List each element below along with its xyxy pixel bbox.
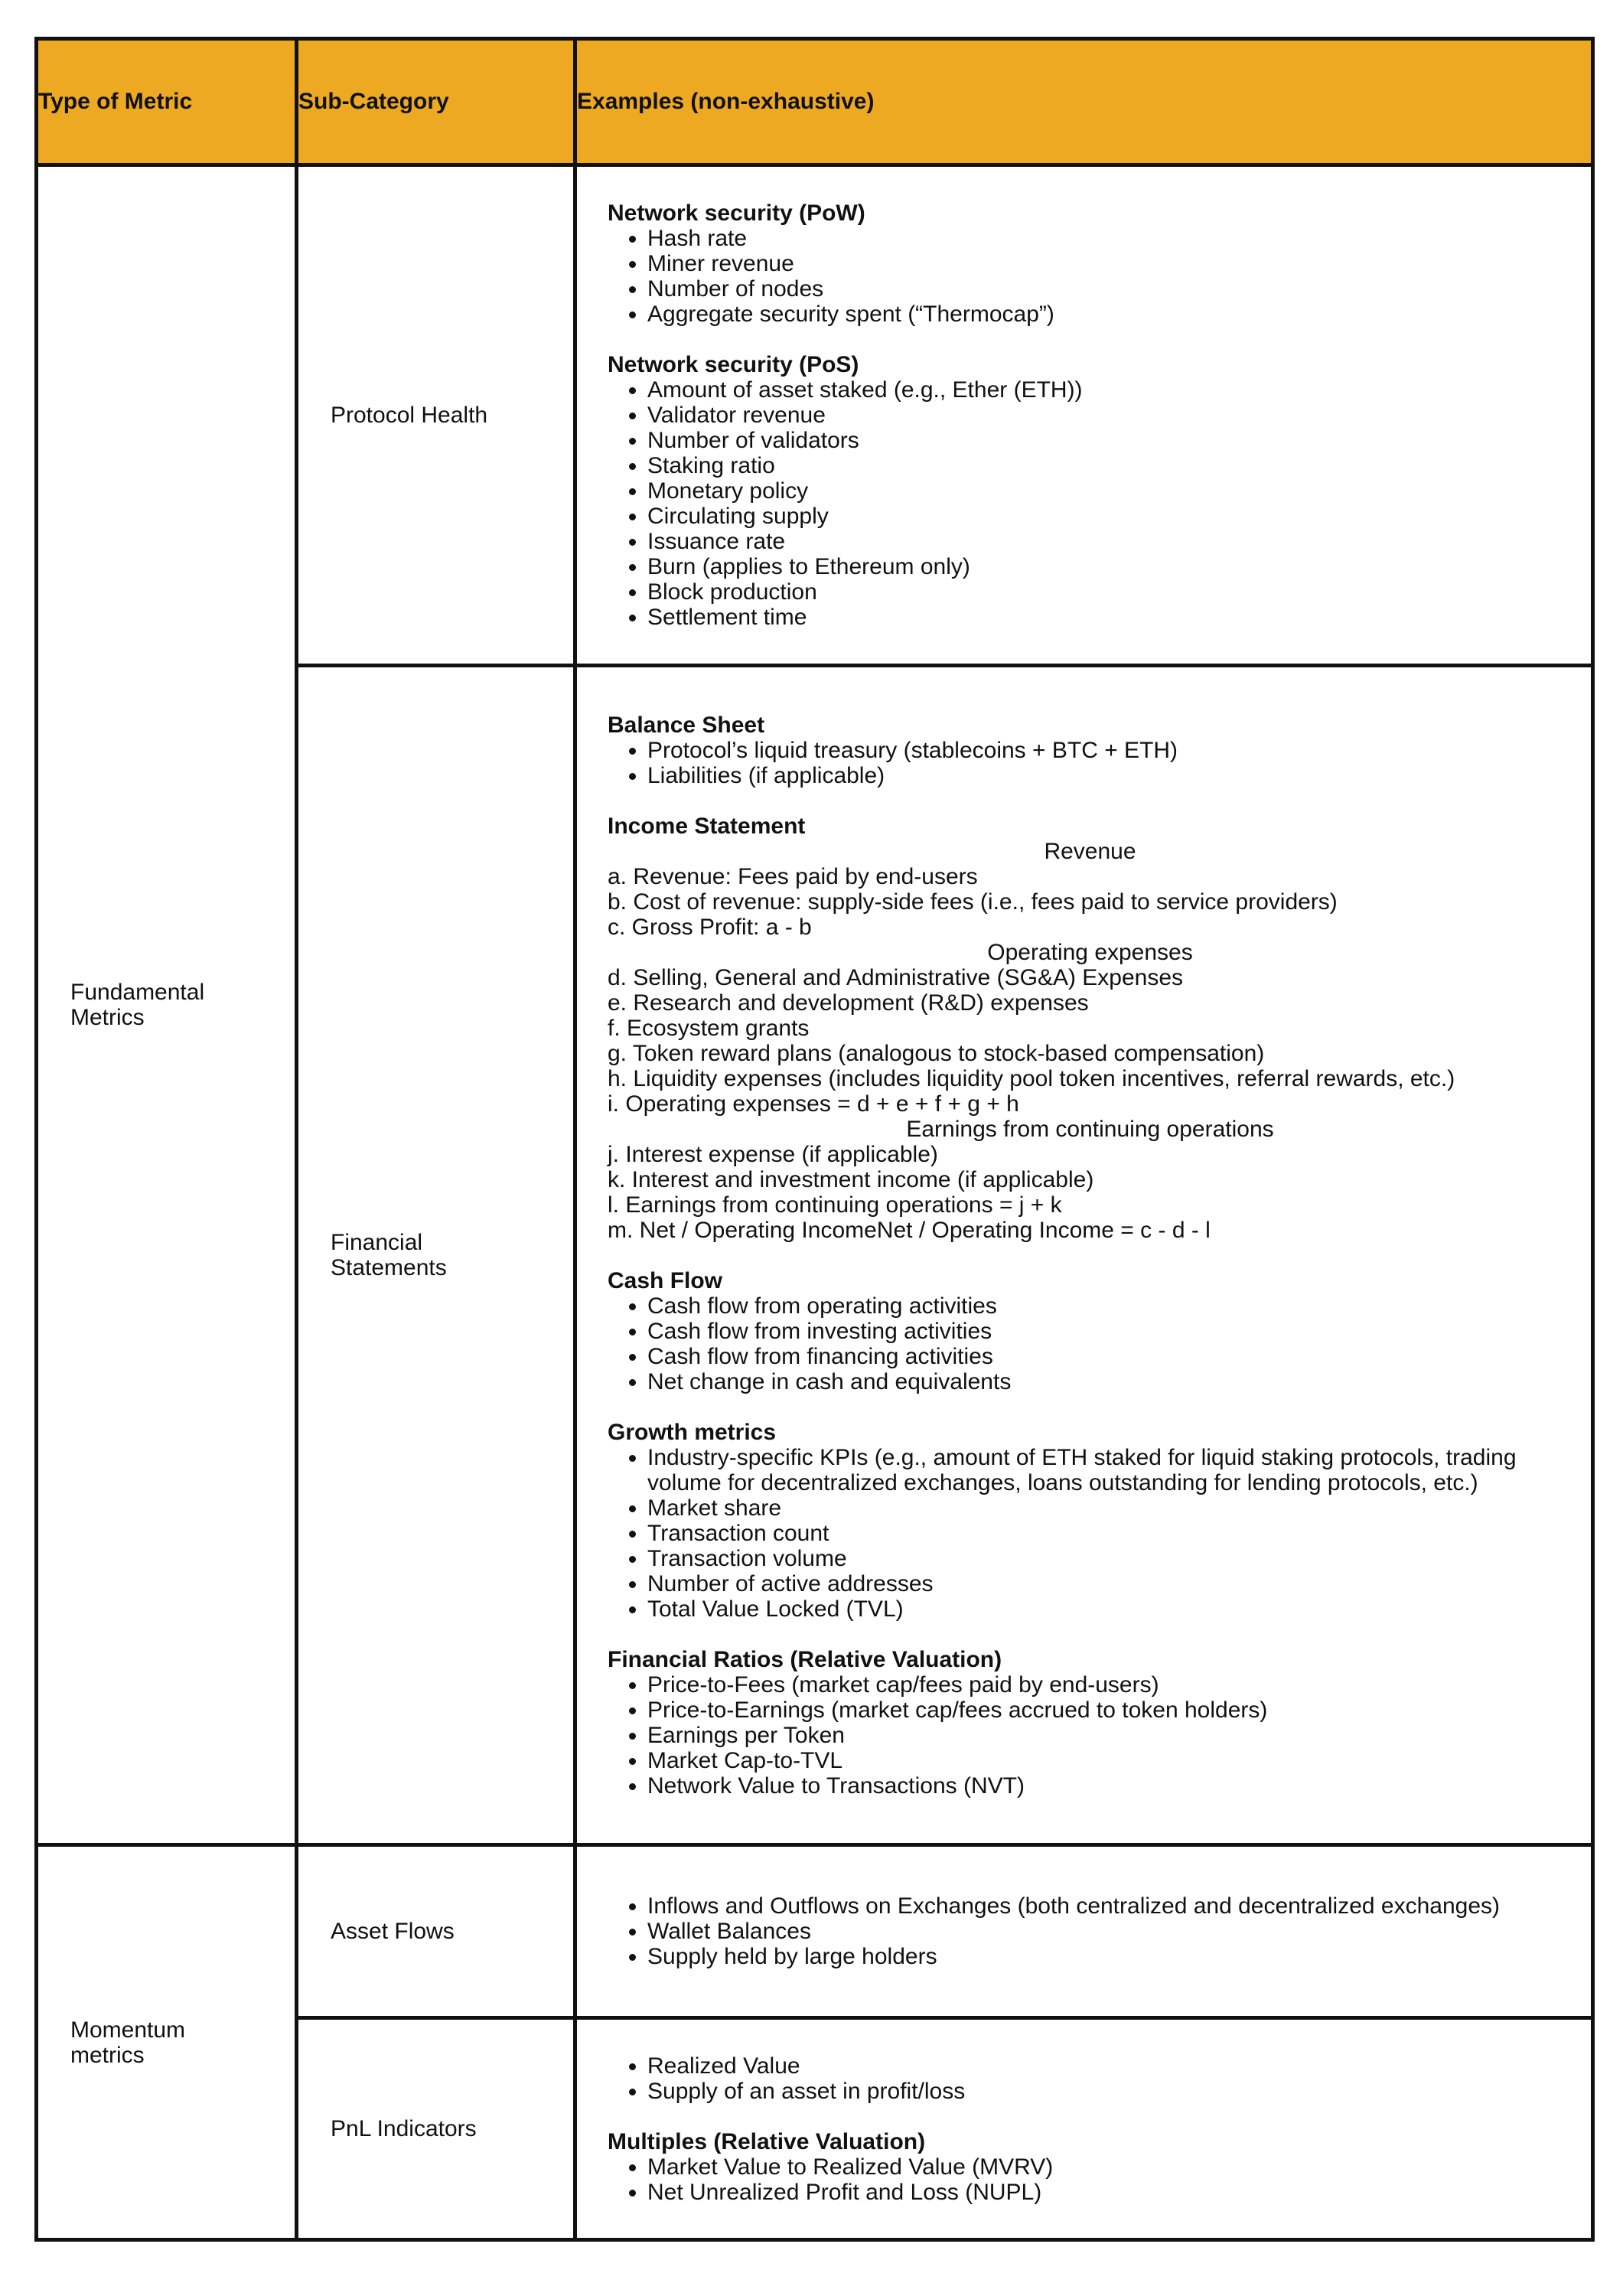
examples-protocol-health xyxy=(575,165,1593,666)
list-item: • Net change in cash and equivalents xyxy=(647,1369,1572,1394)
list-item: • Total Value Locked (TVL) xyxy=(647,1596,1572,1622)
list-item: • Cash flow from investing activities xyxy=(647,1319,1572,1344)
list-item: • Transaction volume xyxy=(647,1546,1572,1571)
section-income-statement xyxy=(608,814,1572,1243)
pow-list xyxy=(608,226,1572,327)
examples-financial-statements xyxy=(575,666,1593,1845)
statement-line: d. Selling, General and Administrative (SG&A) Expenses xyxy=(608,964,1184,990)
list-item: • Miner revenue xyxy=(647,251,1572,276)
metric-momentum xyxy=(37,1845,297,2240)
section-title: Financial Ratios (Relative Valuation) xyxy=(608,1646,1002,1672)
statement-line: h. Liquidity expenses (includes liquidity pool token incentives, referral rewards, etc.) xyxy=(608,1065,1455,1091)
header-type-of-metric: Type of Metric xyxy=(37,39,297,165)
section-pos xyxy=(608,352,1572,630)
pos-list xyxy=(608,377,1572,630)
opex-heading: Operating expenses xyxy=(987,939,1193,965)
header-sub-category: Sub-Category xyxy=(297,39,575,165)
subcat-protocol-health: Protocol Health xyxy=(297,165,575,666)
metric-momentum-label: Momentum metrics xyxy=(70,2017,186,2068)
earnings-heading: Earnings from continuing operations xyxy=(906,1116,1274,1142)
earnings-lines xyxy=(608,1142,1572,1243)
list-item: • Staking ratio xyxy=(647,453,1572,478)
list-item: • Validator revenue xyxy=(647,403,1572,428)
growth-list xyxy=(608,1445,1572,1622)
section-title: Growth metrics xyxy=(608,1419,777,1445)
list-item: • Wallet Balances xyxy=(647,1919,1572,1944)
header-examples: Examples (non-exhaustive) xyxy=(575,39,1593,165)
list-item: • Block production xyxy=(647,579,1572,605)
section-financial-ratios xyxy=(608,1647,1572,1799)
section-multiples xyxy=(608,2129,1572,2205)
list-item: • Market Value to Realized Value (MVRV) xyxy=(647,2154,1572,2180)
section-title: Network security (PoS) xyxy=(608,352,859,377)
section-pow xyxy=(608,201,1572,327)
list-item: • Transaction count xyxy=(647,1521,1572,1546)
list-item: • Inflows and Outflows on Exchanges (both centralized and decentralized exchanges) xyxy=(647,1893,1572,1919)
revenue-heading: Revenue xyxy=(1044,838,1136,864)
pnl-list xyxy=(608,2053,1572,2104)
section-title: Multiples (Relative Valuation) xyxy=(608,2128,926,2154)
section-balance-sheet xyxy=(608,713,1572,788)
list-item: • Monetary policy xyxy=(647,478,1572,504)
examples-pnl-indicators xyxy=(575,2018,1593,2240)
row-asset-flows xyxy=(37,1845,1593,2018)
list-item: • Realized Value xyxy=(647,2053,1572,2079)
section-cash-flow xyxy=(608,1268,1572,1394)
list-item: • Supply held by large holders xyxy=(647,1944,1572,1969)
statement-line: f. Ecosystem grants xyxy=(608,1015,810,1041)
list-item: • Number of nodes xyxy=(647,276,1572,302)
statement-line: c. Gross Profit: a - b xyxy=(608,914,812,940)
list-item: • Protocol’s liquid treasury (stablecoins + BTC + ETH) xyxy=(647,738,1572,763)
list-item: • Liabilities (if applicable) xyxy=(647,763,1572,788)
list-item: • Hash rate xyxy=(647,226,1572,251)
section-pnl xyxy=(608,2053,1572,2104)
subcat-financial-statements xyxy=(297,666,575,1845)
list-item: • Number of validators xyxy=(647,428,1572,453)
cashflow-list xyxy=(608,1293,1572,1394)
list-item: • Price-to-Earnings (market cap/fees accrued to token holders) xyxy=(647,1698,1572,1723)
list-item: • Issuance rate xyxy=(647,529,1572,554)
list-item: • Supply of an asset in profit/loss xyxy=(647,2079,1572,2104)
statement-line: m. Net / Operating IncomeNet / Operating Income = c - d - l xyxy=(608,1217,1211,1243)
list-item: • Aggregate security spent (“Thermocap”) xyxy=(647,302,1572,327)
statement-line: e. Research and development (R&D) expenses xyxy=(608,990,1089,1016)
metrics-table xyxy=(34,37,1595,2242)
section-title: Cash Flow xyxy=(608,1267,723,1293)
subcat-asset-flows: Asset Flows xyxy=(297,1845,575,2018)
header-row xyxy=(37,39,1593,165)
ratios-list xyxy=(608,1672,1572,1799)
asset-flows-list xyxy=(608,1893,1572,1969)
list-item: • Network Value to Transactions (NVT) xyxy=(647,1773,1572,1799)
list-item: • Settlement time xyxy=(647,605,1572,630)
list-item: • Number of active addresses xyxy=(647,1571,1572,1596)
list-item: • Burn (applies to Ethereum only) xyxy=(647,554,1572,579)
section-growth-metrics xyxy=(608,1420,1572,1622)
list-item: • Amount of asset staked (e.g., Ether (ETH)) xyxy=(647,377,1572,403)
section-title: Network security (PoW) xyxy=(608,201,865,226)
list-item: • Industry-specific KPIs (e.g., amount of ETH staked for liquid staking protocols, trading volume for decentralized exchanges, loans outstanding for lending protocols, etc.) xyxy=(647,1445,1572,1495)
list-item: • Price-to-Fees (market cap/fees paid by end-users) xyxy=(647,1672,1572,1698)
examples-asset-flows xyxy=(575,1845,1593,2018)
list-item: • Cash flow from operating activities xyxy=(647,1293,1572,1319)
statement-line: g. Token reward plans (analogous to stock-based compensation) xyxy=(608,1040,1265,1066)
list-item: • Circulating supply xyxy=(647,504,1572,529)
list-item: • Cash flow from financing activities xyxy=(647,1344,1572,1369)
balance-list xyxy=(608,738,1572,788)
list-item: • Net Unrealized Profit and Loss (NUPL) xyxy=(647,2180,1572,2205)
opex-lines xyxy=(608,965,1572,1117)
list-item: • Market share xyxy=(647,1495,1572,1521)
statement-line: j. Interest expense (if applicable) xyxy=(608,1141,938,1167)
section-title: Income Statement xyxy=(608,813,806,839)
subcat-financial-statements-label: Financial Statements xyxy=(331,1230,447,1280)
list-item: • Earnings per Token xyxy=(647,1723,1572,1748)
statement-line: l. Earnings from continuing operations = j + k xyxy=(608,1192,1062,1218)
statement-line: i. Operating expenses = d + e + f + g + h xyxy=(608,1091,1019,1117)
revenue-lines xyxy=(608,864,1572,940)
section-title: Balance Sheet xyxy=(608,712,765,738)
statement-line: k. Interest and investment income (if applicable) xyxy=(608,1166,1094,1192)
multiples-list xyxy=(608,2154,1572,2205)
subcat-pnl-indicators: PnL Indicators xyxy=(297,2018,575,2240)
row-protocol-health xyxy=(37,165,1593,666)
metric-fundamental-label: Fundamental Metrics xyxy=(70,980,205,1030)
list-item: • Market Cap-to-TVL xyxy=(647,1748,1572,1773)
statement-line: b. Cost of revenue: supply-side fees (i.e., fees paid to service providers) xyxy=(608,889,1338,915)
metric-fundamental xyxy=(37,165,297,1845)
statement-line: a. Revenue: Fees paid by end-users xyxy=(608,863,978,889)
